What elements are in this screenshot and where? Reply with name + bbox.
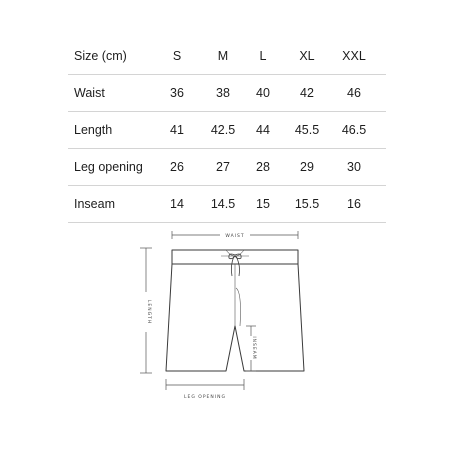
header-size-cm: Size (cm) (74, 49, 127, 63)
header-m: M (217, 49, 229, 63)
inseam-label: INSEAM (251, 336, 256, 360)
cell-length-xxl: 46.5 (341, 123, 367, 137)
cell-leg-opening-l: 28 (256, 160, 270, 174)
cell-waist-l: 40 (256, 86, 270, 100)
row-label-length: Length (74, 123, 113, 137)
length-label: LENGTH (146, 299, 151, 325)
leg-opening-dimension (166, 379, 244, 390)
waist-label: WAIST (225, 234, 245, 239)
cell-inseam-s: 14 (170, 197, 184, 211)
cell-length-l: 44 (256, 123, 270, 137)
cell-leg-opening-m: 27 (216, 160, 230, 174)
cell-length-s: 41 (170, 123, 184, 137)
row-label-waist: Waist (74, 86, 105, 100)
cell-waist-xl: 42 (300, 86, 314, 100)
size-chart-table (68, 38, 386, 223)
cell-inseam-m: 14.5 (210, 197, 236, 211)
row-label-leg-opening: Leg opening (74, 160, 143, 174)
header-xxl: XXL (342, 49, 366, 63)
shorts-measurement-diagram (138, 228, 324, 400)
header-xl: XL (299, 49, 315, 63)
cell-leg-opening-xxl: 30 (347, 160, 361, 174)
cell-leg-opening-xl: 29 (300, 160, 314, 174)
table-row-length (68, 112, 386, 149)
cell-length-xl: 45.5 (294, 123, 320, 137)
cell-waist-m: 38 (216, 86, 230, 100)
cell-leg-opening-s: 26 (170, 160, 184, 174)
header-l: L (259, 49, 267, 63)
table-row-waist (68, 75, 386, 112)
row-label-inseam: Inseam (74, 197, 115, 211)
shorts-diagram-svg (138, 228, 324, 400)
table-row-inseam (68, 186, 386, 223)
table-row-leg-opening (68, 149, 386, 186)
cell-inseam-xxl: 16 (347, 197, 361, 211)
header-s: S (172, 49, 182, 63)
cell-inseam-l: 15 (256, 197, 270, 211)
cell-inseam-xl: 15.5 (294, 197, 320, 211)
table-header-row (68, 38, 386, 75)
cell-waist-xxl: 46 (347, 86, 361, 100)
cell-length-m: 42.5 (210, 123, 236, 137)
leg-opening-label: LEG OPENING (184, 395, 226, 400)
cell-waist-s: 36 (170, 86, 184, 100)
